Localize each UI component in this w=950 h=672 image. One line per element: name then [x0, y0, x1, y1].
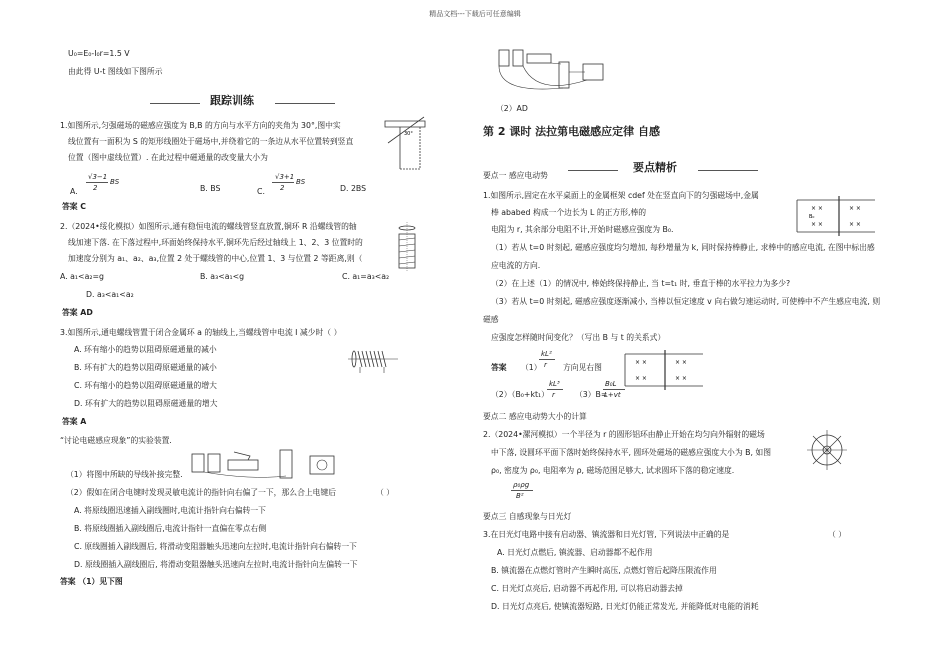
q2-option-b: B. a₃<a₁<g	[200, 272, 245, 281]
q1-fig-angle: 30°	[404, 131, 413, 137]
q4-answer: 答案 （1）见下图	[60, 577, 123, 586]
r-q3-option-c: C. 日光灯点亮后, 启动器不再起作用, 可以将启动器去掉	[491, 584, 683, 593]
svg-text:× ×: × ×	[635, 359, 647, 366]
section-title-key-points: 要点精析	[633, 161, 677, 174]
r-q1-ans1-num: kL²	[541, 350, 552, 358]
r-q2-ans-den: B²	[516, 492, 524, 500]
r-q1-frame-figure	[793, 196, 879, 236]
q4-option-d: D. 原线圈插入副线圈后, 将滑动变阻器触头迅速向左拉时,电流计指针向左偏转一下	[74, 560, 358, 569]
q2-option-a: A. a₁<a₂=g	[60, 272, 104, 281]
lesson-title: 第 2 课时 法拉第电磁感应定律 自感	[483, 125, 660, 138]
q2-line2: 线加速下落. 在下落过程中,环面始终保持水平,铜环先后经过轴线上 1、2、3 位置时的	[68, 238, 363, 247]
point3-title: 要点三 自感现象与日光灯	[483, 512, 572, 521]
r-q2-line3: ρ₀, 密度为 ρ₀, 电阻率为 ρ, 磁场范围足够大, 试求圆环下落的稳定速度.	[491, 466, 735, 475]
q2-option-c: C. a₁=a₃<a₂	[342, 272, 390, 281]
r-q1-sub3a: （3）若从 t=0 时刻起, 磁感应强度逐渐减小, 当棒以恒定速度 v 向右做匀速运动时, 可使棒中不产生感应电流, 则	[491, 297, 881, 306]
svg-text:× ×: × ×	[811, 205, 823, 212]
r-q1-ans2-bar	[547, 389, 563, 390]
q4-option-c: C. 原线圈插入副线圈后, 将滑动变阻器触头迅速向左拉时,电流计指针向右偏转一下	[74, 542, 357, 551]
q1-option-c-bar	[272, 182, 294, 183]
q4-sub1: （1）将图中所缺的导线补接完整.	[66, 470, 183, 479]
q3-line1: 3.如图所示,通电螺线管置于闭合金属环 a 的轴线上,当螺线管中电流 I 减少时（ ）	[60, 328, 342, 337]
r-q1-line2: 棒 ababed 构成一个边长为 L 的正方形,棒的	[491, 208, 647, 217]
r-q1-sub2: （2）在上述（1）的情况中, 棒始终保持静止, 当 t=t₁ 时, 垂直于棒的水平拉力为多少?	[491, 279, 791, 288]
q4-apparatus-figure	[190, 446, 350, 480]
q3-option-c: C. 环有缩小的趋势以阻碍原磁通量的增大	[74, 381, 217, 390]
q1-option-d: D. 2BS	[340, 184, 367, 193]
q1-option-b: B. BS	[200, 184, 221, 193]
r-q1-line3: 电阻为 r, 其余部分电阻不计,开始时磁感应强度为 B₀.	[491, 225, 674, 234]
svg-text:× ×: × ×	[849, 205, 861, 212]
r-q1-sub3b: 磁感	[483, 315, 499, 324]
q1-option-c-num: √3+1	[275, 173, 295, 181]
svg-text:× ×: × ×	[635, 375, 647, 382]
q1-answer: 答案 C	[62, 202, 87, 211]
section-rule-left	[150, 103, 200, 104]
q1-option-a-num: √3−1	[88, 173, 108, 181]
q4-option-b: B. 将原线圈插入副线圈后,电流计指针一直偏在零点右侧	[74, 524, 267, 533]
page-header: 精品文档---下载后可任意编辑	[429, 10, 521, 18]
r-q1-ans2-num: kL³	[549, 380, 560, 388]
r-q1-sub3c: 应强度怎样随时间变化？（写出 B 与 t 的关系式）	[491, 333, 666, 342]
ut-graph-note: 由此得 U-t 图线如下图所示	[68, 67, 163, 76]
section-rule-right	[275, 103, 335, 104]
r-q1-answer-figure	[623, 350, 705, 390]
q3-option-a: A. 环有缩小的趋势以阻碍原磁通量的减小	[74, 345, 217, 354]
r-q1-ans2-den: r	[552, 391, 555, 399]
u0-equation: U₀=E₀-I₀r=1.5 V	[68, 49, 130, 58]
q2-option-d: D. a₃<a₁<a₂	[86, 290, 134, 299]
rsection-rule-left	[568, 170, 618, 171]
q4-sub2: （2）假如在闭合电键时发现灵敏电流计的指针向右偏了一下，那么合上电键后	[66, 488, 337, 497]
q1-option-a-tail: BS	[110, 178, 120, 186]
r-q1-ans3-den: L+vt	[604, 391, 621, 399]
q1-figure	[380, 113, 430, 171]
q2-solenoid-figure	[393, 222, 421, 272]
q4-intro: “讨论电磁感应现象”的实验装置.	[60, 436, 172, 445]
r-q1-fig-label: B₀	[809, 214, 815, 220]
q3-option-d: D. 环有扩大的趋势以阻碍原磁通量的增大	[74, 399, 218, 408]
r-q1-ans2-pre: （2）（B₀+kt₁）	[491, 390, 549, 399]
q3-coil-figure	[348, 345, 398, 375]
r-q1-answer-label: 答案	[491, 363, 507, 372]
r-q1-ans3-num: B₀L	[605, 380, 617, 388]
q4-sub2-blank: （ ）	[376, 488, 395, 497]
r-q4-ans2: （2）AD	[496, 104, 528, 113]
q2-line1: 2.（2024•绥化模拟）如图所示,通有稳恒电流的螺线管竖直放置,铜环 R 沿螺线管的轴	[60, 222, 357, 231]
q1-option-a-den: 2	[93, 184, 98, 192]
r-q3-blank: （ ）	[828, 530, 847, 539]
q2-line3: 加速度分别为 a₁、a₂、a₃,位置 2 处于螺线管的中心,位置 1、3 与位置 2 等距离,则（	[68, 254, 363, 263]
q4-answer-figure	[497, 42, 607, 98]
svg-text:× ×: × ×	[849, 221, 861, 228]
q1-option-c-den: 2	[280, 184, 285, 192]
r-q2-ans-bar	[511, 490, 533, 491]
q1-option-c-label: C.	[257, 187, 265, 196]
q1-line2: 线位置有一面积为 S 的矩形线圈处于磁场中,并绕着它的一条边从水平位置转到竖直	[68, 137, 354, 146]
r-q1-ans3-bar	[603, 389, 625, 390]
r-q3-line1: 3.在日光灯电路中接有启动器、镇流器和日光灯管, 下列说法中正确的是	[483, 530, 730, 539]
r-q1-ans3-pre: （3）B=	[575, 390, 608, 399]
r-q3-option-d: D. 日光灯点亮后, 使镇流器短路, 日光灯仍能正常发光, 并能降低对电能的消耗	[491, 602, 759, 611]
q4-option-a: A. 将原线圈迅速插入副线圈时,电流计指针向右偏转一下	[74, 506, 266, 515]
r-q1-sub1a: （1）若从 t=0 时刻起, 磁感应强度均匀增加, 每秒增量为 k, 同时保持棒静止, 求棒中的感应电流, 在图中标出感	[491, 243, 875, 252]
section-title-tracking: 跟踪训练	[210, 94, 254, 107]
svg-text:× ×: × ×	[675, 375, 687, 382]
r-q1-ans1-pre: （1）	[521, 363, 542, 372]
svg-text:× ×: × ×	[675, 359, 687, 366]
q1-option-c-tail: BS	[296, 178, 306, 186]
r-q2-radial-field-figure	[805, 428, 849, 472]
svg-text:× ×: × ×	[811, 221, 823, 228]
r-q2-line1: 2.（2024•漯河模拟）一个半径为 r 的圆形铝环由静止开始在均匀向外辐射的磁场	[483, 430, 765, 439]
r-q2-ans-num: ρ₀ρg	[513, 481, 530, 489]
point2-title: 要点二 感应电动势大小的计算	[483, 412, 587, 421]
q2-answer: 答案 AD	[62, 308, 93, 317]
r-q1-line1: 1.如图所示,固定在水平桌面上的金属框架 cdef 处在竖直向下的匀强磁场中,金属	[483, 191, 759, 200]
r-q1-ans1-den: r	[544, 361, 547, 369]
r-q3-option-b: B. 镇流器在点燃灯管时产生瞬时高压, 点燃灯管后起降压限流作用	[491, 566, 717, 575]
r-q1-ans1-bar	[539, 359, 555, 360]
q3-answer: 答案 A	[62, 417, 87, 426]
r-q3-option-a: A. 日光灯点燃后, 镇流器、启动器都不起作用	[497, 548, 653, 557]
q1-option-a-label: A.	[70, 187, 78, 196]
q3-option-b: B. 环有扩大的趋势以阻碍原磁通量的减小	[74, 363, 217, 372]
q1-line3: 位置（图中虚线位置）. 在此过程中磁通量的改变量大小为	[68, 153, 268, 162]
r-q2-line2: 中下落, 设圆环平面下落时始终保持水平, 圆环处磁场的磁感应强度大小为 B, 如图	[491, 448, 771, 457]
r-q1-sub1b: 应电流的方向.	[491, 261, 541, 270]
q1-option-a-bar	[86, 182, 108, 183]
point1-title: 要点一 感应电动势	[483, 171, 548, 180]
rsection-rule-right	[698, 170, 758, 171]
q1-line1: 1.如图所示,匀强磁场的磁感应强度为 B,B 的方向与水平方向的夹角为 30°,图中实	[60, 121, 341, 130]
r-q1-ans1-tail: 方向见右图	[563, 363, 602, 372]
